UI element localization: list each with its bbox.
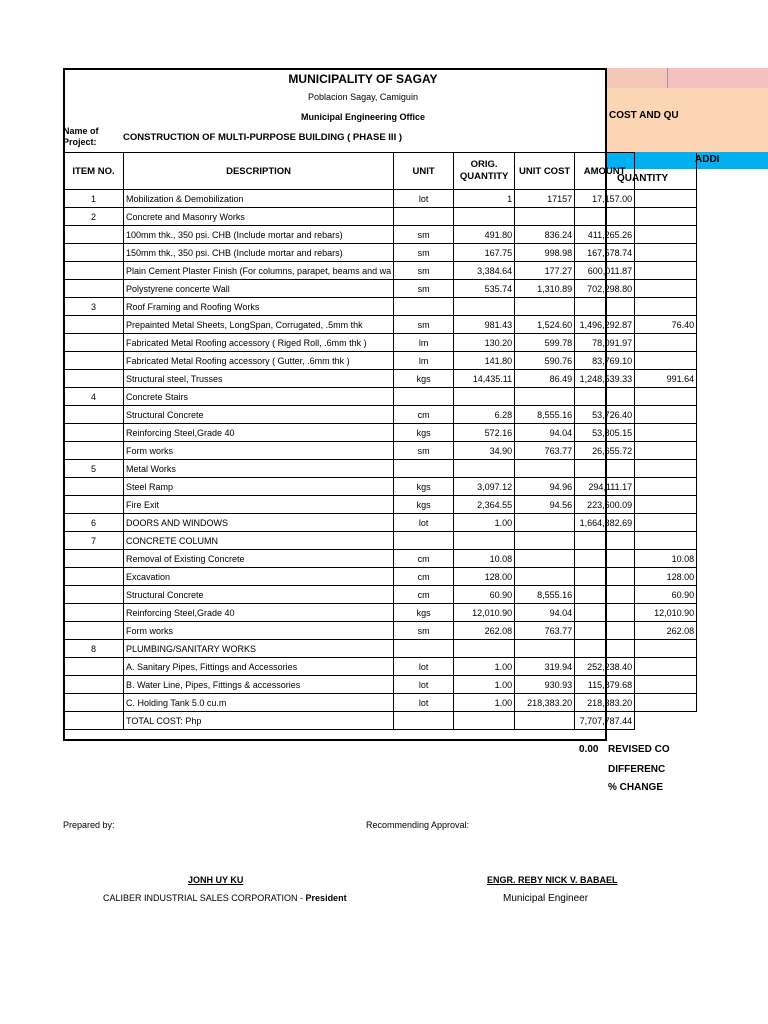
cell-unit: kgs xyxy=(394,604,454,622)
cell-orig-qty xyxy=(454,532,515,550)
col-item-no: ITEM NO. xyxy=(64,153,124,190)
cell-amount xyxy=(575,622,635,640)
cell-unit-cost: 1,524.60 xyxy=(515,316,575,334)
cell-description: Plain Cement Plaster Finish (For columns, parapet, beams and wa xyxy=(124,262,394,280)
cell-additional-qty xyxy=(635,640,697,658)
cell-orig-qty: 1.00 xyxy=(454,658,515,676)
cell-amount xyxy=(575,388,635,406)
cell-unit: cm xyxy=(394,568,454,586)
cell-description: Roof Framing and Roofing Works xyxy=(124,298,394,316)
cell-item-no xyxy=(64,352,124,370)
approver-title: Municipal Engineer xyxy=(503,893,589,904)
table-header-row xyxy=(64,153,697,190)
table-row xyxy=(64,658,697,676)
cell-description: Form works xyxy=(124,622,394,640)
cell-item-no: 6 xyxy=(64,514,124,532)
cell-orig-qty: 262.08 xyxy=(454,622,515,640)
cell-amount: 53,726.40 xyxy=(575,406,635,424)
cell-description: 150mm thk., 350 psi. CHB (Include mortar and rebars) xyxy=(124,244,394,262)
cell-orig-qty: 1 xyxy=(454,190,515,208)
cell-unit: cm xyxy=(394,550,454,568)
cell-orig-qty: 167.75 xyxy=(454,244,515,262)
prepared-by-label: Prepared by: xyxy=(63,820,115,830)
cell-amount xyxy=(575,568,635,586)
cell-item-no xyxy=(64,406,124,424)
cell-unit: lot xyxy=(394,514,454,532)
table-row xyxy=(64,640,697,658)
cell-unit-cost xyxy=(515,514,575,532)
table-row xyxy=(64,622,697,640)
cell-additional-qty: 991.64 xyxy=(635,370,697,388)
cell-unit-cost: 94.96 xyxy=(515,478,575,496)
cell-description: Fabricated Metal Roofing accessory ( Gutter, .6mm thk ) xyxy=(124,352,394,370)
cell-unit-cost: 94.56 xyxy=(515,496,575,514)
cell-description: PLUMBING/SANITARY WORKS xyxy=(124,640,394,658)
cell-orig-qty: 2,364.55 xyxy=(454,496,515,514)
cell-item-no xyxy=(64,694,124,712)
table-row xyxy=(64,550,697,568)
cell-unit-cost: 17157 xyxy=(515,190,575,208)
table-row xyxy=(64,352,697,370)
cell-amount: 252,238.40 xyxy=(575,658,635,676)
total-blank xyxy=(394,712,454,730)
cell-orig-qty: 1.00 xyxy=(454,514,515,532)
cell-item-no: 7 xyxy=(64,532,124,550)
cell-unit-cost: 218,383.20 xyxy=(515,694,575,712)
preparer-name: JONH UY KU xyxy=(188,875,244,885)
cell-additional-qty: 60.90 xyxy=(635,586,697,604)
cell-description: DOORS AND WINDOWS xyxy=(124,514,394,532)
table-row xyxy=(64,676,697,694)
cell-orig-qty: 12,010.90 xyxy=(454,604,515,622)
cell-unit: lot xyxy=(394,694,454,712)
cell-amount: 1,664,382.69 xyxy=(575,514,635,532)
cell-unit: sm xyxy=(394,262,454,280)
cell-orig-qty xyxy=(454,298,515,316)
cell-orig-qty: 981.43 xyxy=(454,316,515,334)
cell-amount: 218,383.20 xyxy=(575,694,635,712)
cell-additional-qty xyxy=(635,208,697,226)
col-description: DESCRIPTION xyxy=(124,153,394,190)
cell-amount: 600,011.87 xyxy=(575,262,635,280)
cell-description: 100mm thk., 350 psi. CHB (Include mortar and rebars) xyxy=(124,226,394,244)
project-name: CONSTRUCTION OF MULTI-PURPOSE BUILDING ( PHASE III ) xyxy=(123,132,403,143)
cell-unit: sm xyxy=(394,442,454,460)
cell-description: Structural steel, Trusses xyxy=(124,370,394,388)
cell-description: Concrete and Masonry Works xyxy=(124,208,394,226)
cell-additional-qty xyxy=(635,298,697,316)
cell-unit-cost: 998.98 xyxy=(515,244,575,262)
total-label: TOTAL COST: Php xyxy=(124,712,394,730)
cell-unit: sm xyxy=(394,226,454,244)
cell-orig-qty: 535.74 xyxy=(454,280,515,298)
table-row xyxy=(64,370,697,388)
cell-additional-qty xyxy=(635,226,697,244)
cell-item-no xyxy=(64,262,124,280)
cell-description: C. Holding Tank 5.0 cu.m xyxy=(124,694,394,712)
cell-item-no xyxy=(64,676,124,694)
cell-unit-cost xyxy=(515,568,575,586)
table-row xyxy=(64,334,697,352)
cell-orig-qty: 128.00 xyxy=(454,568,515,586)
cell-description: Polystyrene concerte Wall xyxy=(124,280,394,298)
cell-description: Structural Concrete xyxy=(124,586,394,604)
cell-unit-cost: 836.24 xyxy=(515,226,575,244)
cell-unit-cost: 94.04 xyxy=(515,604,575,622)
cell-amount: 223,600.09 xyxy=(575,496,635,514)
cell-additional-qty xyxy=(635,496,697,514)
cell-amount xyxy=(575,586,635,604)
cell-item-no xyxy=(64,244,124,262)
cell-orig-qty xyxy=(454,208,515,226)
cell-amount xyxy=(575,208,635,226)
cell-orig-qty: 60.90 xyxy=(454,586,515,604)
cell-item-no xyxy=(64,604,124,622)
cell-orig-qty xyxy=(454,460,515,478)
approver-name: ENGR. REBY NICK V. BABAEL xyxy=(487,875,618,885)
change-label: % CHANGE xyxy=(608,782,664,793)
total-blank xyxy=(64,712,124,730)
cell-orig-qty: 1.00 xyxy=(454,676,515,694)
cell-item-no xyxy=(64,226,124,244)
cell-orig-qty: 130.20 xyxy=(454,334,515,352)
table-row xyxy=(64,460,697,478)
cell-unit-cost xyxy=(515,532,575,550)
cell-amount: 294,111.17 xyxy=(575,478,635,496)
table-row xyxy=(64,478,697,496)
table-row xyxy=(64,532,697,550)
table-row xyxy=(64,586,697,604)
total-blank xyxy=(454,712,515,730)
cell-amount: 78,091.97 xyxy=(575,334,635,352)
cell-additional-qty xyxy=(635,244,697,262)
cell-unit xyxy=(394,532,454,550)
col-unit-cost: UNIT COST xyxy=(515,153,575,190)
cell-additional-qty xyxy=(635,280,697,298)
cell-item-no: 3 xyxy=(64,298,124,316)
cell-item-no xyxy=(64,370,124,388)
cell-unit: sm xyxy=(394,622,454,640)
cell-description: Metal Works xyxy=(124,460,394,478)
cell-unit: lot xyxy=(394,190,454,208)
cell-unit-cost: 590.76 xyxy=(515,352,575,370)
cell-amount: 411,265.26 xyxy=(575,226,635,244)
cell-unit-cost xyxy=(515,298,575,316)
cell-orig-qty xyxy=(454,388,515,406)
office-text: Municipal Engineering Office xyxy=(300,112,425,122)
cell-amount: 1,496,292.87 xyxy=(575,316,635,334)
cell-description: Concrete Stairs xyxy=(124,388,394,406)
cell-orig-qty: 572.16 xyxy=(454,424,515,442)
cell-item-no: 8 xyxy=(64,640,124,658)
page-title: MUNICIPALITY OF SAGAY xyxy=(288,72,438,86)
cell-additional-qty xyxy=(635,352,697,370)
cell-additional-qty xyxy=(635,658,697,676)
cell-amount: 17,157.00 xyxy=(575,190,635,208)
cell-item-no xyxy=(64,334,124,352)
right-panel-add: ADDI xyxy=(695,154,720,165)
cost-table xyxy=(63,152,697,730)
cell-amount xyxy=(575,298,635,316)
cell-unit-cost: 177.27 xyxy=(515,262,575,280)
location-text: Poblacion Sagay, Camiguin xyxy=(308,92,418,102)
cell-unit xyxy=(394,388,454,406)
table-row xyxy=(64,298,697,316)
cell-amount: 53,805.15 xyxy=(575,424,635,442)
cell-description: Mobilization & Demobilization xyxy=(124,190,394,208)
cell-unit: kgs xyxy=(394,424,454,442)
cell-unit-cost: 94.04 xyxy=(515,424,575,442)
cell-unit: sm xyxy=(394,280,454,298)
cell-additional-qty xyxy=(635,424,697,442)
cell-additional-qty: 76.40 xyxy=(635,316,697,334)
cell-unit-cost xyxy=(515,640,575,658)
cell-description: Removal of Existing Concrete xyxy=(124,550,394,568)
project-label: Name of Project: xyxy=(63,126,99,147)
cell-description: Reinforcing Steel,Grade 40 xyxy=(124,424,394,442)
cell-amount xyxy=(575,460,635,478)
cell-item-no xyxy=(64,568,124,586)
cell-additional-qty: 12,010.90 xyxy=(635,604,697,622)
cell-unit: kgs xyxy=(394,496,454,514)
cell-amount: 115,879.68 xyxy=(575,676,635,694)
table-row xyxy=(64,424,697,442)
cell-item-no xyxy=(64,586,124,604)
cell-additional-qty xyxy=(635,334,697,352)
cell-additional-qty: 10.08 xyxy=(635,550,697,568)
table-row xyxy=(64,226,697,244)
cell-description: Form works xyxy=(124,442,394,460)
cell-unit: lm xyxy=(394,352,454,370)
cell-description: Excavation xyxy=(124,568,394,586)
cell-item-no: 4 xyxy=(64,388,124,406)
cell-description: Steel Ramp xyxy=(124,478,394,496)
cell-additional-qty xyxy=(635,460,697,478)
cell-additional-qty xyxy=(635,514,697,532)
cell-item-no: 1 xyxy=(64,190,124,208)
total-row xyxy=(64,712,697,730)
cell-item-no: 2 xyxy=(64,208,124,226)
cell-unit: lot xyxy=(394,676,454,694)
cell-orig-qty: 3,097.12 xyxy=(454,478,515,496)
cell-unit xyxy=(394,460,454,478)
table-row xyxy=(64,316,697,334)
cell-additional-qty: 128.00 xyxy=(635,568,697,586)
cell-additional-qty xyxy=(635,406,697,424)
cell-unit-cost: 86.49 xyxy=(515,370,575,388)
cell-unit: sm xyxy=(394,316,454,334)
cell-unit xyxy=(394,640,454,658)
cell-unit-cost xyxy=(515,550,575,568)
cell-unit-cost: 763.77 xyxy=(515,442,575,460)
cell-description: Prepainted Metal Sheets, LongSpan, Corrugated, .5mm thk xyxy=(124,316,394,334)
cell-orig-qty: 10.08 xyxy=(454,550,515,568)
total-extra xyxy=(635,712,697,730)
cell-unit xyxy=(394,298,454,316)
cell-amount xyxy=(575,532,635,550)
cell-additional-qty xyxy=(635,676,697,694)
col-additional-qty xyxy=(635,153,697,190)
cell-orig-qty: 3,384.64 xyxy=(454,262,515,280)
cell-item-no xyxy=(64,550,124,568)
cell-additional-qty xyxy=(635,532,697,550)
cell-description: A. Sanitary Pipes, Fittings and Accessories xyxy=(124,658,394,676)
cell-amount: 83,769.10 xyxy=(575,352,635,370)
cell-unit: cm xyxy=(394,586,454,604)
difference-label: DIFFERENC xyxy=(608,764,666,775)
cell-additional-qty xyxy=(635,442,697,460)
table-row xyxy=(64,406,697,424)
recommending-label: Recommending Approval: xyxy=(366,820,470,830)
cell-item-no xyxy=(64,622,124,640)
cell-item-no xyxy=(64,442,124,460)
cell-additional-qty xyxy=(635,478,697,496)
col-orig-qty: ORIG. QUANTITY xyxy=(454,153,515,190)
cell-item-no xyxy=(64,658,124,676)
cell-amount xyxy=(575,640,635,658)
cell-amount: 167,578.74 xyxy=(575,244,635,262)
cell-unit-cost xyxy=(515,388,575,406)
total-amount: 7,707,787.44 xyxy=(575,712,635,730)
cell-amount xyxy=(575,550,635,568)
cell-orig-qty: 141.80 xyxy=(454,352,515,370)
col-unit: UNIT xyxy=(394,153,454,190)
cell-description: Reinforcing Steel,Grade 40 xyxy=(124,604,394,622)
cell-additional-qty xyxy=(635,262,697,280)
spreadsheet xyxy=(63,68,768,741)
cell-orig-qty: 1.00 xyxy=(454,694,515,712)
cell-unit: kgs xyxy=(394,370,454,388)
cell-orig-qty: 34.90 xyxy=(454,442,515,460)
cell-unit-cost: 8,555.16 xyxy=(515,406,575,424)
cell-description: Fire Exit xyxy=(124,496,394,514)
cell-additional-qty xyxy=(635,694,697,712)
cell-item-no xyxy=(64,316,124,334)
cell-unit: kgs xyxy=(394,478,454,496)
zero-value: 0.00 xyxy=(579,744,599,755)
cell-orig-qty: 6.28 xyxy=(454,406,515,424)
cell-amount xyxy=(575,604,635,622)
cell-item-no xyxy=(64,424,124,442)
table-row xyxy=(64,514,697,532)
table-row xyxy=(64,208,697,226)
cell-additional-qty xyxy=(635,190,697,208)
cell-unit-cost: 599.78 xyxy=(515,334,575,352)
preparer-org-line xyxy=(103,893,347,903)
table-row xyxy=(64,388,697,406)
cell-description: B. Water Line, Pipes, Fittings & accessories xyxy=(124,676,394,694)
cell-unit-cost xyxy=(515,460,575,478)
total-blank xyxy=(515,712,575,730)
cell-unit: lot xyxy=(394,658,454,676)
cell-orig-qty: 491.80 xyxy=(454,226,515,244)
cell-description: Fabricated Metal Roofing accessory ( Riged Roll, .6mm thk ) xyxy=(124,334,394,352)
preparer-org: CALIBER INDUSTRIAL SALES CORPORATION - xyxy=(103,893,306,903)
cell-unit-cost xyxy=(515,208,575,226)
table-row xyxy=(64,694,697,712)
cell-item-no xyxy=(64,478,124,496)
cell-unit-cost: 930.93 xyxy=(515,676,575,694)
col-amount: AMOUNT xyxy=(575,153,635,190)
table-row xyxy=(64,244,697,262)
cell-item-no xyxy=(64,496,124,514)
cell-amount: 26,655.72 xyxy=(575,442,635,460)
cell-description: CONCRETE COLUMN xyxy=(124,532,394,550)
table-row xyxy=(64,280,697,298)
table-row xyxy=(64,190,697,208)
cell-orig-qty xyxy=(454,640,515,658)
table-row xyxy=(64,568,697,586)
cell-item-no: 5 xyxy=(64,460,124,478)
table-row xyxy=(64,262,697,280)
cell-unit: sm xyxy=(394,244,454,262)
cell-item-no xyxy=(64,280,124,298)
cell-unit: lm xyxy=(394,334,454,352)
cell-unit-cost: 319.94 xyxy=(515,658,575,676)
cell-additional-qty xyxy=(635,388,697,406)
cell-unit-cost: 8,555.16 xyxy=(515,586,575,604)
cell-orig-qty: 14,435.11 xyxy=(454,370,515,388)
table-row xyxy=(64,442,697,460)
cell-amount: 702,298.80 xyxy=(575,280,635,298)
cell-unit xyxy=(394,208,454,226)
cell-unit: cm xyxy=(394,406,454,424)
revised-label: REVISED CO xyxy=(608,744,670,755)
cell-unit-cost: 1,310.89 xyxy=(515,280,575,298)
preparer-title: President xyxy=(305,893,347,903)
right-panel-quantity: QUANTITY xyxy=(617,173,669,184)
right-panel-title: COST AND QU xyxy=(609,110,679,121)
cell-unit-cost: 763.77 xyxy=(515,622,575,640)
table-row xyxy=(64,604,697,622)
table-row xyxy=(64,496,697,514)
cell-description: Structural Concrete xyxy=(124,406,394,424)
cell-amount: 1,248,539.33 xyxy=(575,370,635,388)
cell-additional-qty: 262.08 xyxy=(635,622,697,640)
